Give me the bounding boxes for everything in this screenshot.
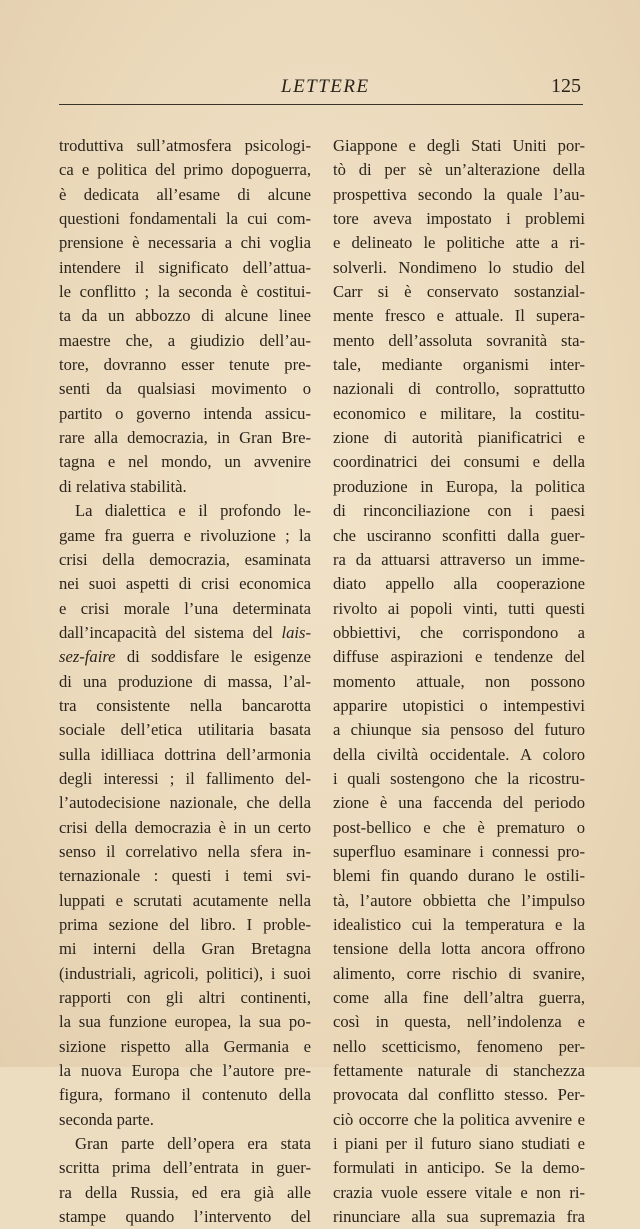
text-line: blemi fin quando durano le ostili- [333,866,585,886]
text-line: della civiltà occidentale. A coloro [333,744,585,764]
text-line: tensione della lotta ancora offrono [333,939,585,959]
text-line: maestre che, a giudizio dell’au- [59,330,311,350]
text-line: degli interessi ; il fallimento del- [59,768,311,788]
text-line: Giappone e degli Stati Uniti por- [333,136,585,155]
text-line: prensione è necessaria a chi voglia [59,233,311,253]
text-line: la sua funzione europea, la sua po- [59,1012,311,1032]
text-line: mente fresco e attuale. Il supera- [333,306,585,326]
text-line: tà, l’autore obbietta che l’impulso [333,890,585,910]
text-line: di relativa stabilità. [59,476,187,496]
text-line: (industriali, agricoli, politici), i suoi [59,963,311,983]
text-line: ta da un abbozzo di alcune linee [59,306,311,326]
running-title: LETTERE [281,76,370,97]
text-line: sulla idilliaca dottrina dell’armonia [59,744,311,764]
text-line: ra da attuarsi attraverso un imme- [333,549,585,569]
text-line: nello scetticismo, fenomeno per- [333,1036,585,1056]
text-line: La dialettica e il profondo le- [75,501,311,521]
text-line: crazia vuole essere vitale e non ri- [333,1182,585,1202]
text-line: momento attuale, non possono [333,671,585,691]
text-line: rare alla democrazia, in Gran Bre- [59,428,311,448]
text-line: luppati e scrutati acutamente nella [59,890,311,910]
right-text-column [333,134,585,1229]
text-line: economico e militare, la costitu- [333,403,585,423]
text-line: game fra guerra e rivoluzione ; la [59,525,311,545]
text-line: diato appello alla cooperazione [333,574,585,594]
text-line: ca e politica del primo dopoguerra, [59,160,311,180]
text-line: post-bellico e che è prematuro o [333,817,585,837]
text-line: provocata dal conflitto stesso. Per- [333,1085,585,1105]
running-head [59,74,583,105]
text-line: figura, formano il contenuto della [59,1085,311,1105]
text-line: rivolto ai popoli vinti, tutti questi [333,598,585,618]
text-line: rinunciare alla sua supremazia fra [333,1207,585,1227]
text-line: idealistico cui la temperatura e la [333,915,585,934]
text-line: coordinatrici dei consumi e della [333,452,585,472]
text-line: questioni fondamentali la cui com- [59,209,311,229]
text-line: stampe quando l’intervento del [59,1207,311,1227]
italic-text: lais- [281,622,311,642]
text-line: fettamente naturale di stanchezza [333,1061,585,1081]
text-line: sez-faire di soddisfare le esigenze [59,647,311,667]
text-line: zione è una faccenda del periodo [333,793,585,813]
text-line: tra consistente nella bancarotta [59,695,311,715]
text-line: Gran parte dell’opera era stata [75,1134,311,1154]
text-line: ciò occorre che la politica avvenire e [333,1109,585,1129]
page-number: 125 [551,75,581,97]
text-line: mi interni della Gran Bretagna [59,939,311,959]
text-line: sociale dell’etica utilitaria basata [59,720,311,740]
text-line: rapporti con gli altri continenti, [59,988,311,1008]
text-line: zione di autorità pianificatrici e [333,428,585,448]
text-line: Carr si è conservato sostanzial- [333,282,585,302]
text-line: tò di per sè un’alterazione della [333,160,585,180]
text-line: i quali sostengono che la ricostru- [333,768,585,788]
text-line: solverli. Nondimeno lo studio del [333,257,585,277]
text-line: formulati in anticipo. Se la demo- [333,1158,585,1178]
text-line: come alla fine dell’altra guerra, [333,988,585,1008]
text-line: di rinconciliazione con i paesi [333,501,585,521]
text-line: seconda parte. [59,1109,154,1129]
text-line: di una produzione di massa, l’al- [59,671,311,691]
text-line: diffuse aspirazioni e tendenze del [333,647,585,667]
text-line: tagna e nel mondo, un avvenire [59,452,311,472]
text-line: prospettiva secondo la quale l’au- [333,184,585,204]
text-line: produzione in Europa, la politica [333,476,585,496]
text-line: crisi della democrazia è in un certo [59,817,311,837]
text-line: sizione rispetto alla Germania e [59,1036,311,1056]
text-line: ternazionale : questi i temi svi- [59,866,311,886]
left-text-column [59,134,311,1229]
text-line: ra della Russia, ed era già alle [59,1182,311,1202]
text-line: partito o governo intenda assicu- [59,403,311,423]
text-line: e crisi morale l’una determinata [59,598,311,618]
text-line: intendere il significato dell’attua- [59,257,311,277]
text-line: scritta prima dell’entrata in guer- [59,1158,311,1178]
text-line: senso il correlativo nella sfera in- [59,841,311,861]
text-line: tore, dovranno esser tenute pre- [59,355,311,375]
text-line: troduttiva sull’atmosfera psicologi- [59,136,311,155]
text-line: tale, mediante organismi inter- [333,355,585,375]
text-line: l’autodecisione nazionale, che della [59,793,311,813]
text-line: che usciranno sconfitti dalla guer- [333,525,585,545]
text-line: tore aveva impostato i problemi [333,209,585,229]
text-line: i piani per il futuro siano studiati e [333,1134,585,1154]
text-line: le conflitto ; la seconda è costitui- [59,282,311,302]
text-line: dall’incapacità del sistema del lais- [59,622,311,642]
text-line: è dedicata all’esame di alcune [59,184,311,204]
text-line: apparire utopistici o intempestivi [333,695,585,715]
text-line: crisi della democrazia, esaminata [59,549,311,569]
text-line: la nuova Europa che l’autore pre- [59,1061,311,1081]
text-line: obbiettivi, che corrispondono a [333,622,585,642]
text-line: alimento, corre rischio di svanire, [333,963,585,983]
text-line: superfluo esaminare i connessi pro- [333,841,585,861]
text-line: senti da qualsiasi movimento o [59,379,311,399]
text-line: mento dell’assoluta sovranità sta- [333,330,585,350]
text-line: nazionali di controllo, soprattutto [333,379,585,399]
text-line: a chiunque sia pensoso del futuro [333,720,585,740]
text-line: e delineato le politiche atte a ri- [333,233,585,253]
text-line: nei suoi aspetti di crisi economica [59,574,311,594]
text-line: prima sezione del libro. I proble- [59,915,311,934]
text-line: così in questa, nell’indolenza e [333,1012,585,1032]
italic-text: sez-faire [59,647,116,667]
